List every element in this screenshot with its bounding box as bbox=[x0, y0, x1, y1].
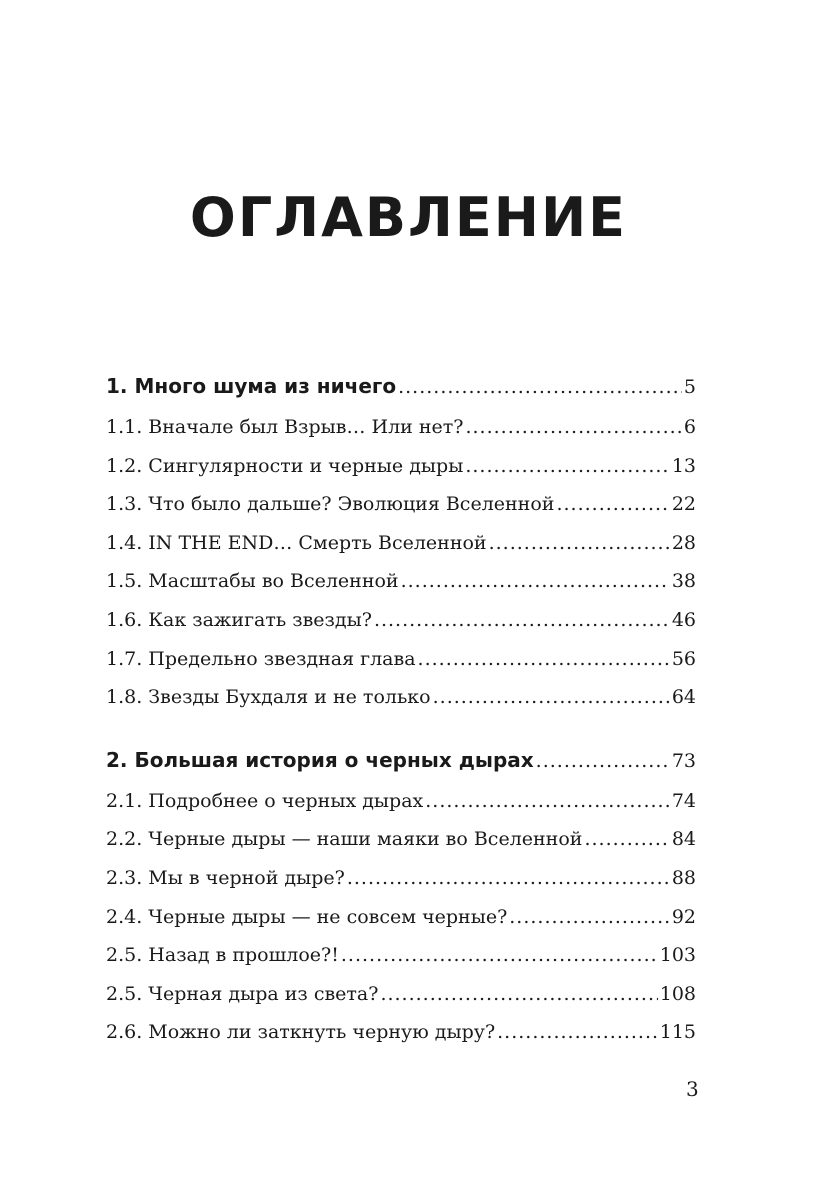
dot-leader bbox=[341, 936, 658, 975]
section-title: 2.5. Черная дыра из света? bbox=[106, 982, 379, 1005]
chapter-page-number: 73 bbox=[671, 749, 696, 772]
section-title: 2.6. Можно ли заткнуть черную дыру? bbox=[106, 1021, 496, 1044]
dot-leader bbox=[556, 485, 669, 524]
toc-entry bbox=[106, 447, 696, 486]
dot-leader bbox=[497, 1013, 658, 1052]
section-title: 1.6. Как зажигать звезды? bbox=[106, 608, 372, 631]
dot-leader bbox=[509, 898, 670, 937]
section-page-number: 64 bbox=[671, 686, 696, 709]
dot-leader bbox=[425, 782, 670, 821]
chapter-page-number: 5 bbox=[683, 376, 696, 398]
chapter-heading bbox=[106, 738, 696, 782]
section-page-number: 28 bbox=[671, 531, 696, 554]
toc-entry bbox=[106, 1013, 696, 1052]
section-page-number: 88 bbox=[671, 866, 696, 889]
section-title: 1.8. Звезды Бухдаля и не только bbox=[106, 686, 431, 709]
section-title: 2.4. Черные дыры — не совсем черные? bbox=[106, 905, 508, 928]
chapter-heading bbox=[106, 364, 696, 408]
dot-leader bbox=[465, 447, 669, 486]
toc-entry bbox=[106, 485, 696, 524]
dot-leader bbox=[380, 975, 657, 1014]
section-page-number: 92 bbox=[671, 905, 696, 928]
section-page-number: 22 bbox=[671, 493, 696, 516]
toc-entry bbox=[106, 975, 696, 1014]
section-title: 1.3. Что было дальше? Эволюция Вселенной bbox=[106, 493, 555, 516]
dot-leader bbox=[465, 408, 681, 447]
table-of-contents bbox=[106, 364, 696, 1052]
dot-leader bbox=[433, 678, 670, 717]
page-number: 3 bbox=[686, 1077, 699, 1101]
toc-entry bbox=[106, 562, 696, 601]
section-page-number: 6 bbox=[683, 416, 696, 438]
dot-leader bbox=[398, 365, 682, 409]
toc-entry bbox=[106, 782, 696, 821]
toc-entry bbox=[106, 820, 696, 859]
chapter-title: 1. Много шума из ничего bbox=[106, 374, 397, 398]
toc-entry bbox=[106, 678, 696, 717]
chapter-2 bbox=[106, 738, 696, 1052]
toc-entry bbox=[106, 524, 696, 563]
section-page-number: 13 bbox=[671, 454, 696, 477]
toc-entry bbox=[106, 859, 696, 898]
section-title: 1.7. Предельно звездная глава bbox=[106, 647, 416, 670]
dot-leader bbox=[489, 524, 670, 563]
section-title: 2.3. Мы в черной дыре? bbox=[106, 866, 345, 889]
section-page-number: 46 bbox=[671, 608, 696, 631]
section-page-number: 103 bbox=[659, 944, 696, 967]
dot-leader bbox=[347, 859, 670, 898]
section-title: 1.5. Масштабы во Вселенной bbox=[106, 570, 399, 593]
section-title: 1.4. IN THE END… Смерть Вселенной bbox=[106, 531, 487, 554]
section-page-number: 115 bbox=[659, 1021, 696, 1044]
dot-leader bbox=[401, 562, 670, 601]
section-page-number: 108 bbox=[659, 982, 696, 1005]
dot-leader bbox=[584, 820, 669, 859]
chapter-title: 2. Большая история о черных дырах bbox=[106, 747, 534, 772]
section-page-number: 74 bbox=[671, 789, 696, 812]
section-title: 2.2. Черные дыры — наши маяки во Вселенной bbox=[106, 828, 583, 851]
dot-leader bbox=[374, 601, 670, 640]
chapter-1 bbox=[106, 364, 696, 717]
section-title: 1.2. Сингулярности и черные дыры bbox=[106, 454, 464, 477]
section-title: 1.1. Вначале был Взрыв… Или нет? bbox=[106, 416, 464, 438]
section-page-number: 56 bbox=[671, 647, 696, 670]
page-title: ОГЛАВЛЕНИЕ bbox=[189, 186, 628, 250]
section-page-number: 84 bbox=[671, 828, 696, 851]
dot-leader bbox=[536, 739, 670, 783]
section-page-number: 38 bbox=[671, 570, 696, 593]
toc-entry bbox=[106, 640, 696, 679]
section-title: 2.5. Назад в прошлое?! bbox=[106, 944, 339, 967]
section-title: 2.1. Подробнее о черных дырах bbox=[106, 789, 424, 812]
toc-entry bbox=[106, 408, 696, 447]
toc-entry bbox=[106, 936, 696, 975]
toc-entry bbox=[106, 601, 696, 640]
toc-entry bbox=[106, 898, 696, 937]
dot-leader bbox=[418, 640, 670, 679]
